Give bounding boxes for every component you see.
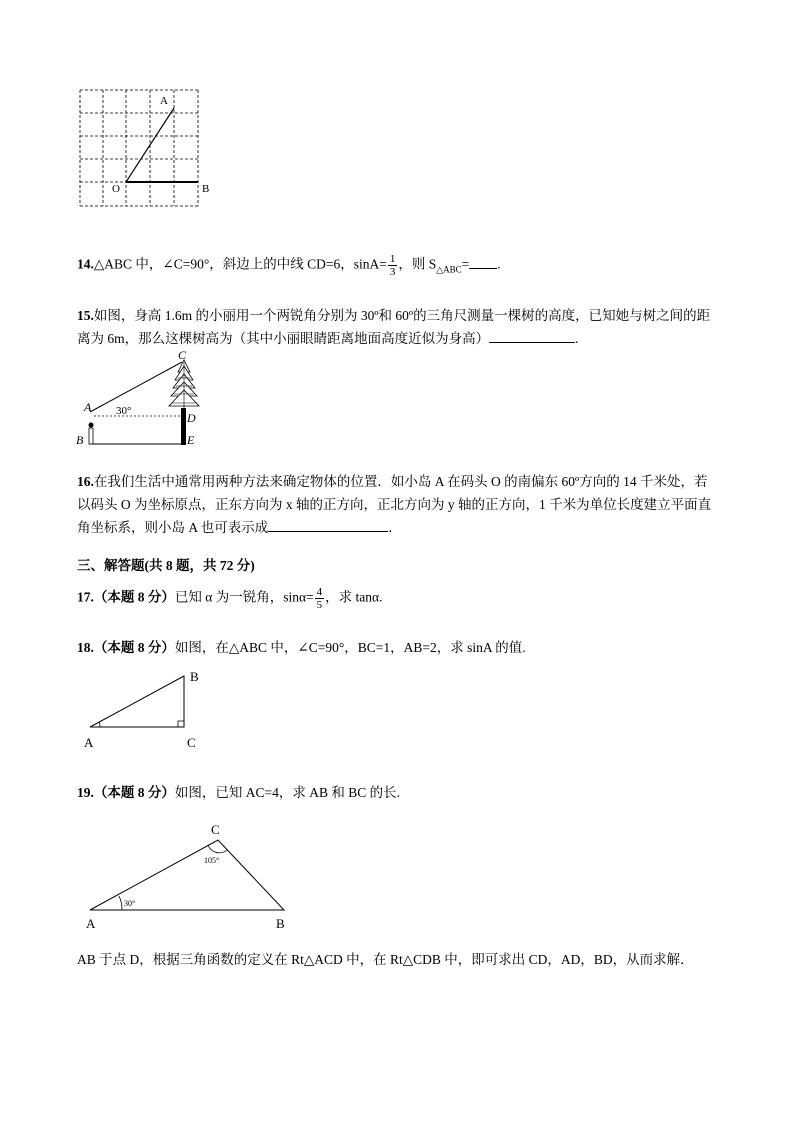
label-a: A [86,916,96,931]
answer-blank [469,268,497,269]
label-c: C [211,822,220,837]
hint-text: AB 于点 D，根据三角函数的定义在 Rt△ACD 中，在 Rt△CDB 中，即可求出 CD，AD，BD，从而求解． [77,952,694,967]
label-b: B [202,183,210,195]
question-14: 14.△ABC 中，∠C=90°，斜边上的中线 CD=6，sinA= $\frac{1}{3}$ ，则 $S_{\triangle ABC}=$ . [77,253,501,278]
question-number: 19. [77,785,94,800]
question-number: 15. [77,308,94,323]
label-a: A [84,400,92,414]
label-b: B [76,433,84,447]
question-19: 19.（本题 8 分）如图，已知 AC=4，求 AB 和 BC 的长. [77,785,401,800]
question-17: 17.（本题 8 分）已知 α 为一锐角，sinα= $\frac{4}{5}$ ，求 tanα. [77,586,383,611]
label-a: A [84,735,94,750]
angle-c: 105° [204,856,220,865]
label-e: E [187,433,195,447]
angle-a: 30° [124,899,136,908]
question-16-line-3: 角坐标系，则小岛 A 也可表示成 ． [77,520,402,535]
label-c: C [178,348,187,362]
question-number: 16. [77,474,94,489]
question-number: 14. [77,256,94,272]
label-b: B [190,669,199,684]
question-16-line-2: 以码头 O 为坐标原点，正东方向为 x 轴的正方向，正北方向为 y 轴的正方向，1 千米为单位长度建立平面直 [77,497,712,512]
grid-figure [78,88,218,210]
label-c: C [187,735,196,750]
question-18: 18.（本题 8 分）如图，在△ABC 中，∠C=90°，BC=1，AB=2，求 sinA 的值. [77,640,526,655]
question-15-line-2: 离为 6m，那么这棵树高为（其中小丽眼睛距离地面高度近似为身高） . [77,331,579,346]
fraction: $\frac{1}{3}$ [389,253,396,278]
question-number: 18. [77,640,94,655]
tree-figure [74,348,214,450]
label-d: D [187,411,196,425]
q19-triangle-figure [80,818,300,936]
q18-triangle-figure [80,666,210,754]
question-15-line-1: 15.如图，身高 1.6m 的小丽用一个两锐角分别为 30º和 60º的三角尺测量一棵树的高度，已知她与树之间的距 [77,308,711,323]
question-16-line-1: 16.在我们生活中通常用两种方法来确定物体的位置．如小岛 A 在码头 O 的南偏东 60º方向的 14 千米处，若 [77,474,708,489]
answer-blank [268,531,388,532]
section-title: 三、解答题(共 8 题，共 72 分) [77,558,255,573]
label-a: A [160,95,168,107]
answer-blank [489,342,575,343]
angle-30: 30° [116,405,132,417]
question-number: 17. [77,589,94,605]
label-o: O [112,183,120,195]
fraction: $\frac{4}{5}$ [316,586,323,611]
label-b: B [276,916,285,931]
